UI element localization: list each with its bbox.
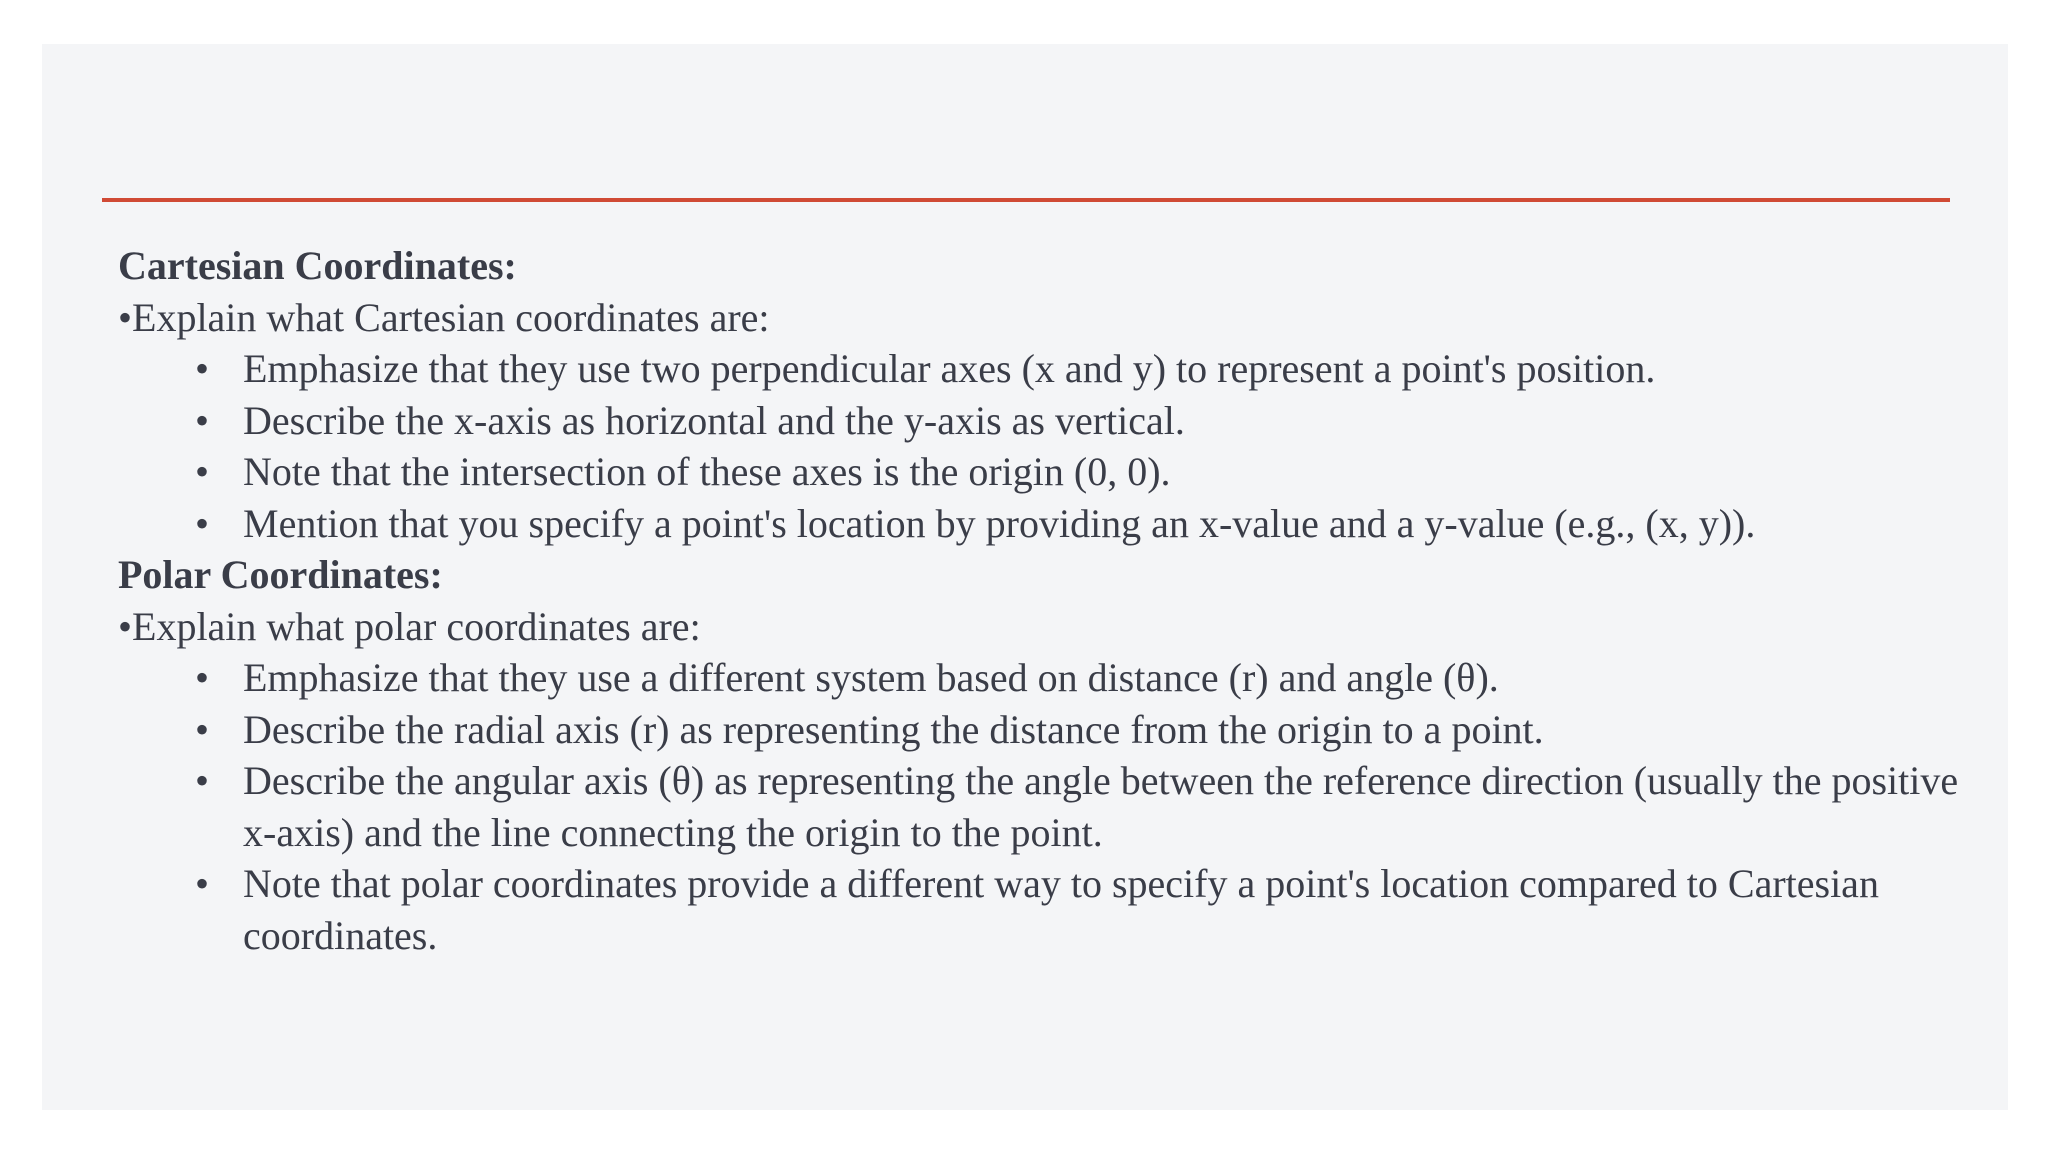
bullet-icon: • [195,758,210,803]
list-item-text: Emphasize that they use two perpendicular axes (x and y) to represent a point's position. [243,346,1656,391]
bullet-icon: • [195,655,210,700]
list-item [118,498,1978,550]
bullet-icon: • [195,500,210,546]
section-heading-cartesian: Cartesian Coordinates: [118,243,517,288]
list-item-text: Note that the intersection of these axes is the origin (0, 0). [243,449,1171,494]
list-item [118,652,1978,704]
bullet-icon: • [195,397,210,443]
slide-content [118,240,1978,961]
bullet-list-polar [118,652,1978,961]
list-item [118,343,1978,395]
list-item [118,395,1978,447]
list-item-text: Describe the x-axis as horizontal and the y-axis as vertical. [243,397,1185,443]
slide [42,44,2008,1110]
list-item [118,755,1978,858]
section-intro-cartesian: •Explain what Cartesian coordinates are: [118,294,770,340]
list-item [118,446,1978,498]
list-item [118,704,1978,756]
list-item-text: Note that polar coordinates provide a different way to specify a point's location compared to Cartesian coordinates. [243,861,1879,958]
bullet-icon: • [195,706,210,752]
accent-rule [102,198,1950,202]
bullet-icon: • [195,346,210,391]
section-heading-polar: Polar Coordinates: [118,552,443,597]
bullet-icon: • [195,861,210,906]
bullet-list-cartesian [118,343,1978,549]
bullet-icon: • [195,449,210,494]
list-item-text: Emphasize that they use a different system based on distance (r) and angle (θ). [243,655,1499,700]
list-item-text: Describe the angular axis (θ) as representing the angle between the reference direction (usually the positive x-axis) and the line connecting the origin to the point. [243,758,1959,855]
list-item [118,858,1978,961]
section-intro-polar: •Explain what polar coordinates are: [118,603,701,649]
list-item-text: Describe the radial axis (r) as representing the distance from the origin to a point. [243,706,1544,752]
list-item-text: Mention that you specify a point's location by providing an x-value and a y-value (e.g., (x, y)). [243,500,1756,546]
